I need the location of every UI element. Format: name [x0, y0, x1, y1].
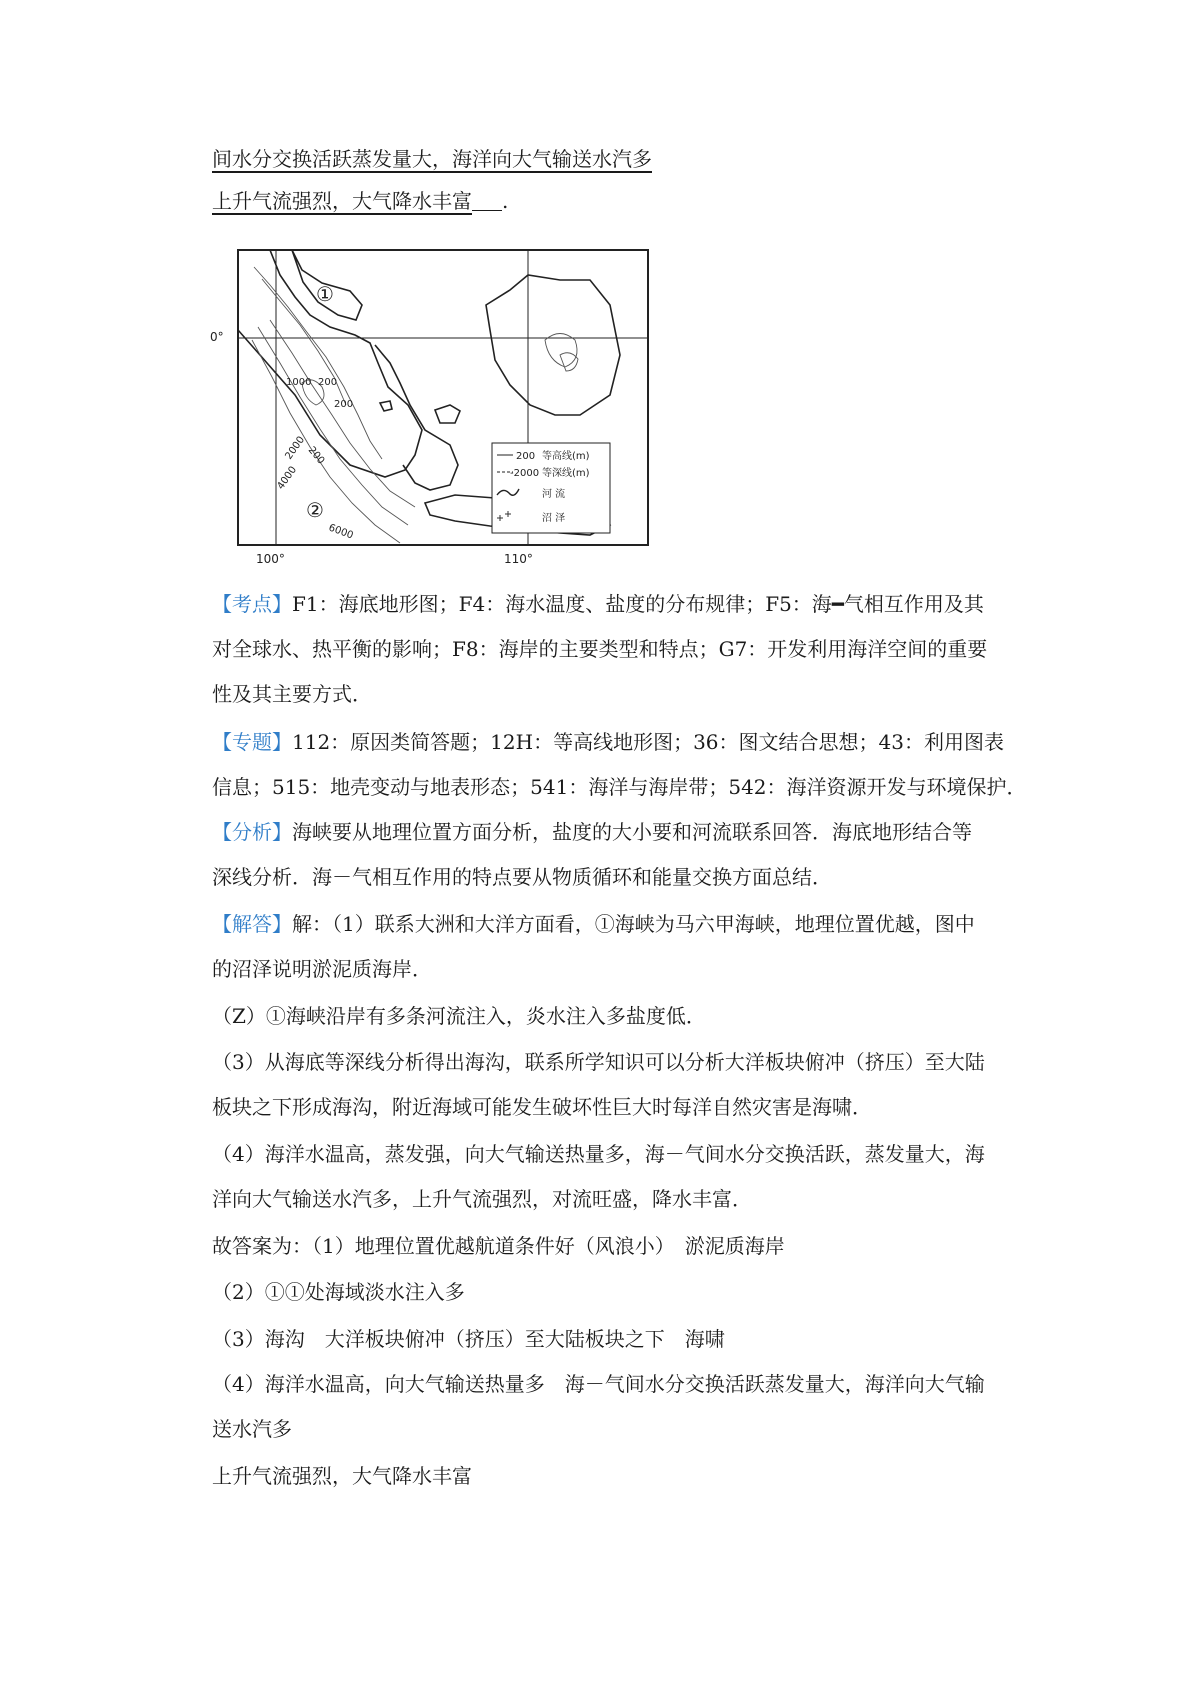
- final-answer-line-2: （2）①①处海域淡水注入多: [212, 1280, 465, 1304]
- legend-label: 等深线(m): [542, 468, 590, 479]
- jieda-tag: 【解答】: [212, 912, 292, 936]
- legend-label: 河 流: [542, 489, 566, 500]
- longitude-left-label: 100°: [256, 552, 285, 566]
- contour-label: 200: [334, 399, 354, 410]
- jieda-line-2: 的沼泽说明淤泥质海岸．: [212, 957, 432, 981]
- answer-line-2-text: 上升气流强烈，大气降水丰富: [212, 189, 472, 213]
- legend-label: 等高线(m): [542, 451, 590, 462]
- answer-blank: [472, 190, 502, 211]
- contour-label: 200: [318, 377, 338, 388]
- jieda-line-1: [212, 910, 975, 938]
- answer-line-2: [212, 187, 508, 215]
- fenxi-tag: 【分析】: [212, 820, 292, 844]
- contour-label: 6000: [326, 522, 355, 542]
- contour-label: 200: [305, 444, 327, 467]
- latitude-label: 0°: [210, 330, 224, 344]
- final-answer-line-4: （4）海洋水温高，向大气输送热量多 海－气间水分交换活跃蒸发量大，海洋向大气输: [212, 1372, 985, 1396]
- legend-value: 200: [516, 451, 536, 462]
- final-answer-line-5: 送水汽多: [212, 1417, 292, 1441]
- contour-label: 1000: [286, 377, 312, 388]
- final-answer-line-3: （3）海沟 大洋板块俯冲（挤压）至大陆板块之下 海啸: [212, 1327, 725, 1351]
- jieda-line-4: （3）从海底等深线分析得出海沟，联系所学知识可以分析大洋板块俯冲（挤压）至大陆: [212, 1050, 985, 1074]
- answer-line-2-period: .: [502, 189, 509, 213]
- contour-label: 2000: [283, 434, 308, 462]
- jieda-line-3: （Z）①海峡沿岸有多条河流注入，炎水注入多盐度低．: [212, 1004, 706, 1028]
- jieda-line-7: 洋向大气输送水汽多，上升气流强烈，对流旺盛，降水丰富．: [212, 1187, 752, 1211]
- kaodian-line-2: 对全球水、热平衡的影响；F8：海岸的主要类型和特点；G7：开发利用海洋空间的重要: [212, 637, 988, 661]
- final-answer-line-6: 上升气流强烈，大气降水丰富: [212, 1464, 472, 1488]
- jieda-text-1: 解：（1）联系大洲和大洋方面看，①海峡为马六甲海峡，地理位置优越，图中: [292, 912, 975, 936]
- jieda-line-6: （4）海洋水温高，蒸发强，向大气输送热量多，海－气间水分交换活跃，蒸发量大，海: [212, 1142, 985, 1166]
- marker-2: ②: [306, 498, 324, 522]
- seafloor-topographic-map: [210, 245, 660, 575]
- fenxi-text-1: 海峡要从地理位置方面分析，盐度的大小要和河流联系回答．海底地形结合等: [292, 820, 972, 844]
- answer-line-1: 间水分交换活跃蒸发量大，海洋向大气输送水汽多: [212, 147, 652, 171]
- legend-label: 沼 泽: [542, 513, 566, 524]
- zhuanti-line-1: [212, 728, 1004, 756]
- final-answer-line-1: 故答案为：（1）地理位置优越航道条件好（风浪小） 淤泥质海岸: [212, 1234, 785, 1258]
- zhuanti-line-2: 信息；515：地壳变动与地表形态；541：海洋与海岸带；542：海洋资源开发与环境保护．: [212, 775, 1027, 799]
- longitude-right-label: 110°: [504, 552, 533, 566]
- fenxi-line-2: 深线分析．海－气相互作用的特点要从物质循环和能量交换方面总结．: [212, 865, 832, 889]
- contour-label: 4000: [275, 464, 300, 492]
- legend-value: -2000: [510, 468, 540, 479]
- kaodian-line-1: [212, 590, 984, 618]
- map-legend: [492, 443, 610, 533]
- zhuanti-tag: 【专题】: [212, 730, 292, 754]
- kaodian-line-3: 性及其主要方式．: [212, 682, 372, 706]
- zhuanti-text-1: 112：原因类简答题；12H：等高线地形图；36：图文结合思想；43：利用图表: [292, 730, 1004, 754]
- jieda-line-5: 板块之下形成海沟，附近海域可能发生破坏性巨大时每洋自然灾害是海啸．: [212, 1095, 872, 1119]
- kaodian-tag: 【考点】: [212, 592, 292, 616]
- fenxi-line-1: [212, 818, 972, 846]
- marker-1: ①: [316, 282, 334, 306]
- kaodian-text-1: F1：海底地形图；F4：海水温度、盐度的分布规律；F5：海━气相互作用及其: [292, 592, 984, 616]
